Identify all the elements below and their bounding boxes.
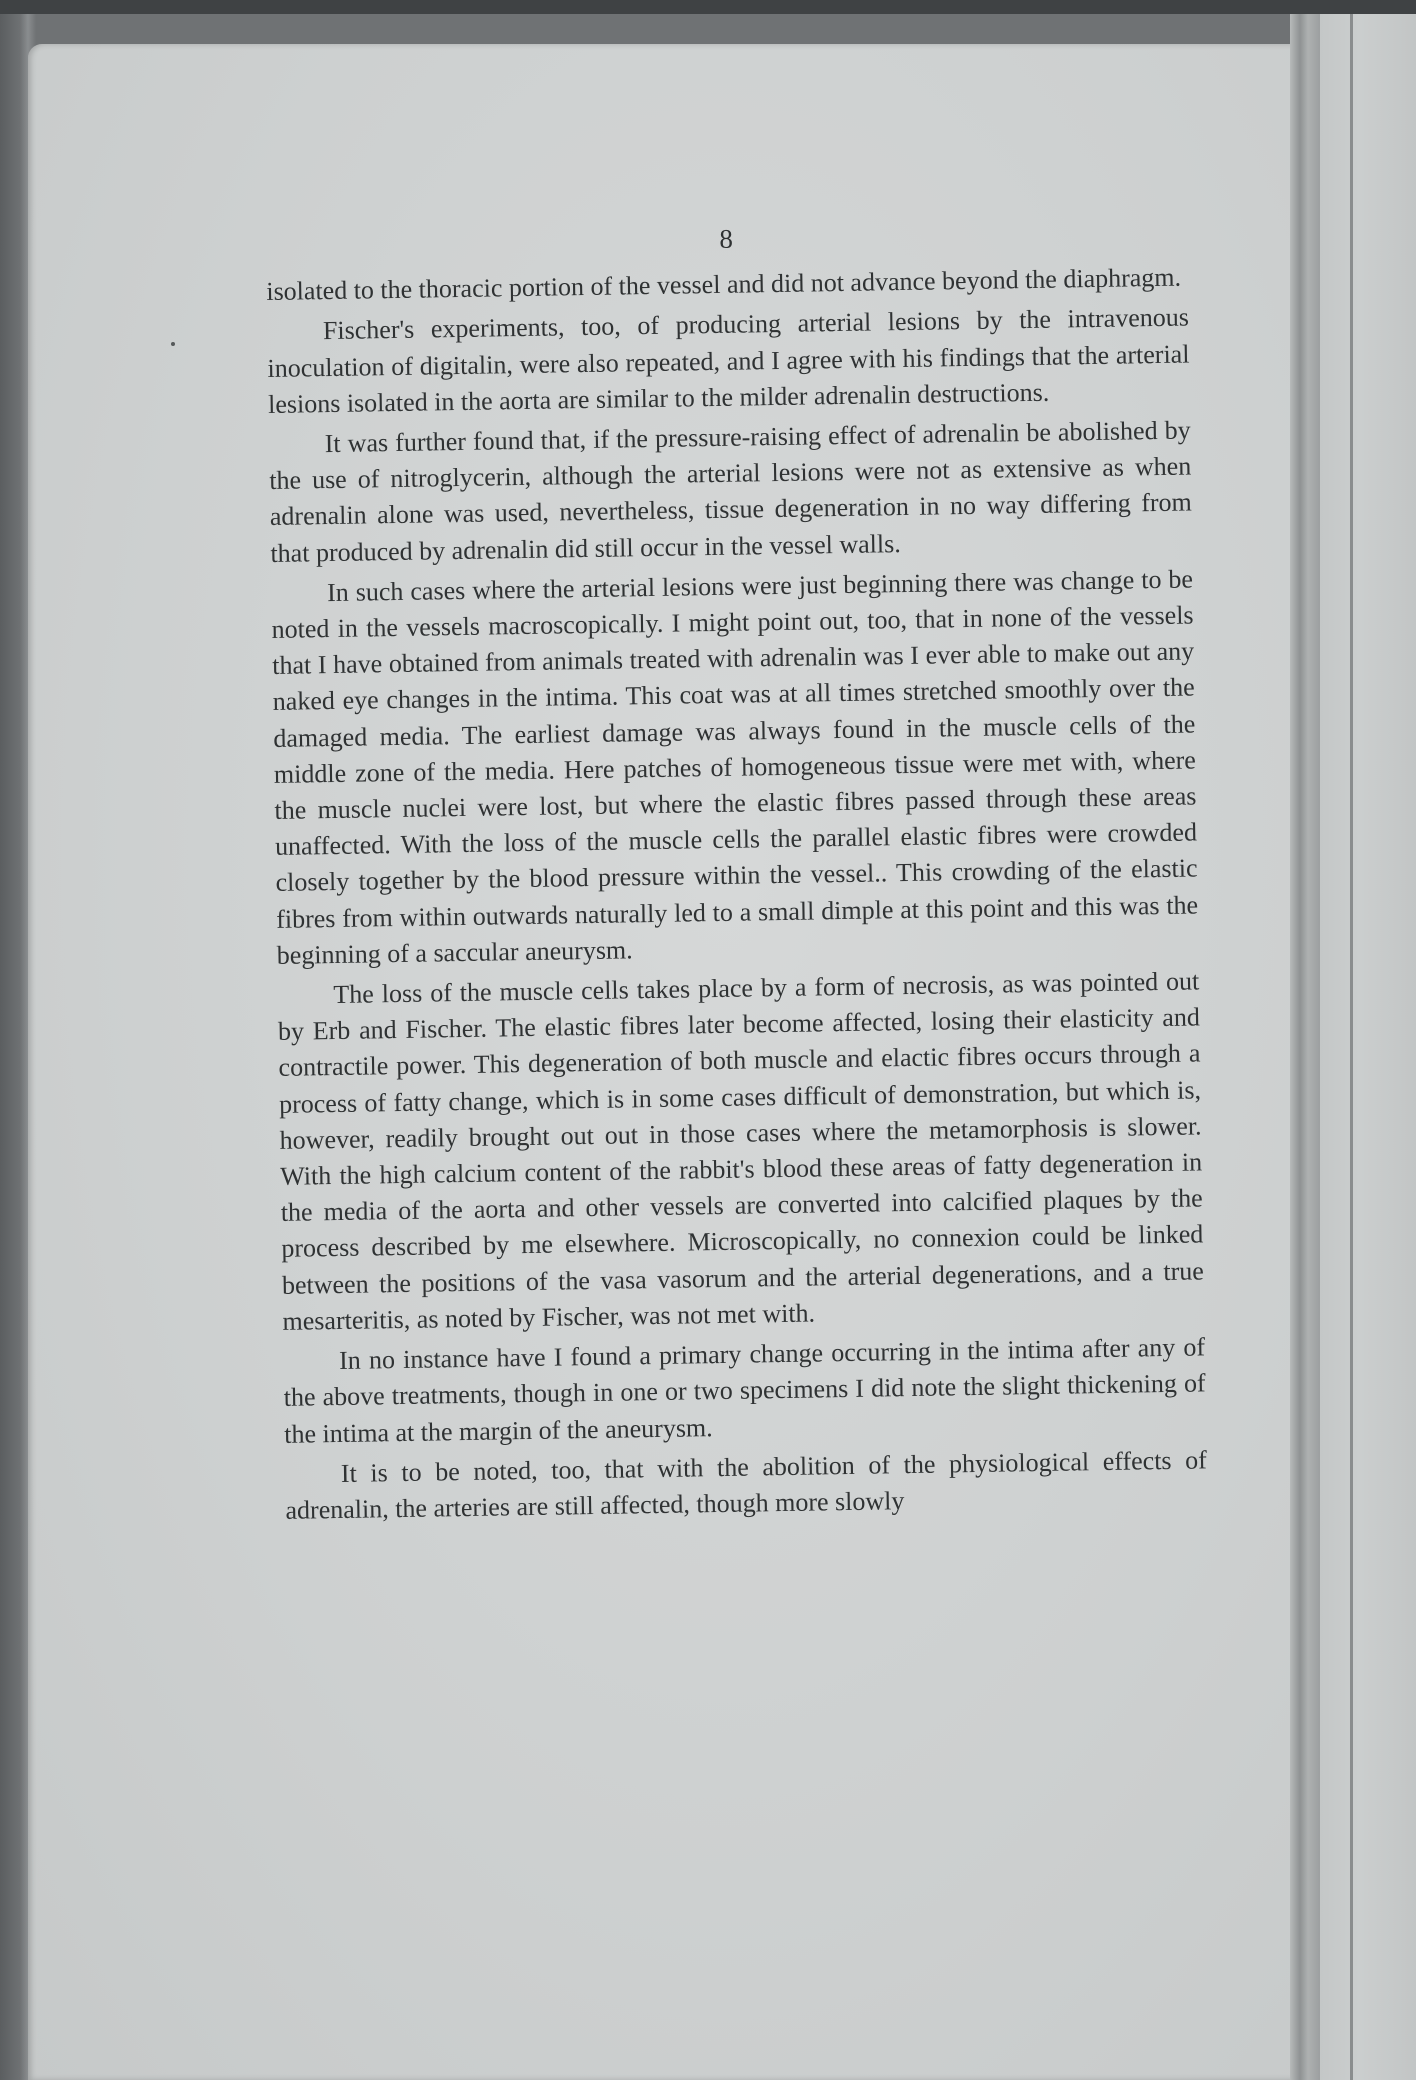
- paragraph-early-lesions: In such cases where the arterial lesions were just beginning there was change to be noted in the vessels macroscopically. I might point out, too, that in none of the vessels that I have obtained from animals treated with adrenalin was I ever able to make out any naked eye changes in the intima. This coat was at all times stretched smoothly over the damaged media. The earliest damage was always found in the muscle cells of the middle zone of the media. Here patches of homogeneous tissue were met with, where the muscle nuclei were lost, but where the elastic fibres passed through these areas unaffected. With the loss of the muscle cells the parallel elastic fibres were crowded closely together by the blood pressure within the vessel.. This crowding of the elastic fibres from within outwards naturally led to a small dimple at this point and this was the beginning of a saccular aneurysm.: [271, 564, 1199, 970]
- page-text-block: [266, 223, 1212, 1830]
- paragraph-intima: In no instance have I found a primary change occurring in the intima after any of the above treatments, though in one or two specimens I did note the slight thickening of the intima at the margin of the aneurysm.: [283, 1332, 1206, 1449]
- speck-mark: [171, 342, 175, 346]
- facing-page-fold-line: [1350, 14, 1353, 2080]
- paragraph-nitroglycerin: It was further found that, if the pressure-raising effect of adrenalin be abolished by the use of nitroglycerin, although the arterial lesions were not as extensive as when adrenalin alone was used, nevertheless, tissue degeneration in no way differing from that produced by adrenalin did still occur in the vessel walls.: [269, 415, 1192, 568]
- paragraph-fischer-experiments: Fischer's experiments, too, of producing arterial lesions by the intravenous inoculation of digitalin, were also repeated, and I agree with his findings that the arterial lesions isolated in the aorta are similar to the milder adrenalin destructions.: [267, 302, 1190, 419]
- paragraph-abolition-effects: It is to be noted, too, that with the abolition of the physiological effects of adrenalin, the arteries are still affected, though more slowly: [285, 1445, 1208, 1525]
- paragraph-continued: isolated to the thoracic portion of the vessel and did not advance beyond the diaphragm.: [266, 262, 1182, 307]
- page-number: 8: [719, 223, 735, 254]
- scan-top-edge: [0, 0, 1416, 14]
- paragraph-muscle-cell-loss: The loss of the muscle cells takes place by a form of necrosis, as was pointed out by Erb and Fischer. The elastic fibres later become affected, losing their elasticity and contractile power. This degeneration of both muscle and elactic fibres occurs through a process of fatty change, which is in some cases difficult of demonstration, but which is, however, readily brought out out in those cases where the metamorphosis is slower. With the high calcium content of the rabbit's blood these areas of fatty degeneration in the media of the aorta and other vessels are converted into calcified plaques by the process described by me elsewhere. Microscopically, no connexion could be linked between the positions of the vasa vasorum and the arterial degenerations, and a true mesarteritis, as noted by Fischer, was not met with.: [277, 966, 1205, 1336]
- facing-page-edge: [1320, 14, 1416, 2080]
- book-gutter: [1290, 14, 1320, 2080]
